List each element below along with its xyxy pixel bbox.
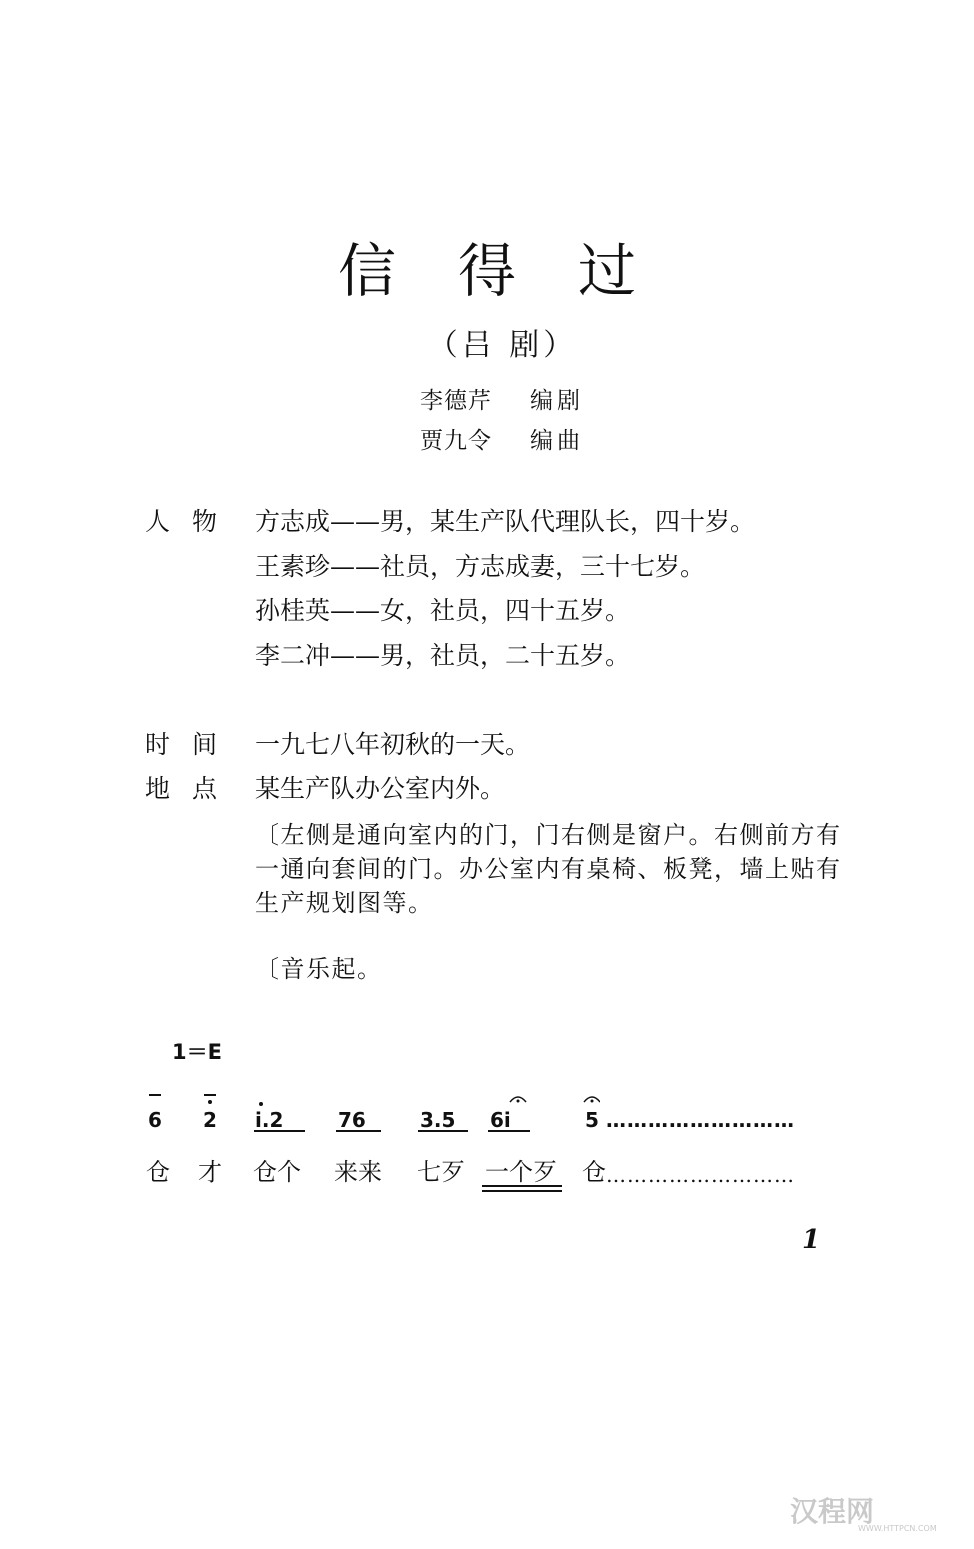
fermata xyxy=(591,1100,594,1103)
stage-direction-setting: 〔左侧是通向室内的门，门右侧是窗户。右侧前方有一通向套间的门。办公室内有桌椅、板凳，墙上贴有生产规划图等。 xyxy=(255,821,842,917)
score-dots: ……………………… xyxy=(606,1108,795,1132)
score-note: 76 xyxy=(338,1108,366,1132)
score-note: 5 xyxy=(585,1108,599,1132)
octave-dot xyxy=(259,1102,263,1106)
credit-name: 李德芹 xyxy=(420,388,492,414)
percussion-syllable: 仓个 xyxy=(253,1158,301,1186)
cast-line: 孙桂英——女，社员，四十五岁。 xyxy=(255,596,631,625)
score-markings xyxy=(140,1088,600,1138)
place-value: 某生产队办公室内外。 xyxy=(255,774,506,803)
percussion-syllable: 才 xyxy=(198,1158,222,1186)
percussion-dots: ……………………… xyxy=(606,1163,795,1187)
fermata xyxy=(517,1100,520,1103)
percussion-syllable: 来来 xyxy=(334,1158,382,1186)
watermark-url: WWW.HTTPCN.COM xyxy=(858,1524,937,1533)
double-underline xyxy=(482,1184,566,1194)
percussion-syllable: 仓 xyxy=(582,1158,606,1186)
play-title: 信得过 xyxy=(337,237,698,305)
watermark-logo: 汉程网 xyxy=(790,1495,875,1528)
play-genre: （吕 剧） xyxy=(427,328,578,363)
octave-dot xyxy=(208,1100,212,1104)
score-note: 2 xyxy=(203,1108,217,1132)
score-note: 3.5 xyxy=(420,1108,456,1132)
cast-line: 李二冲——男，社员，二十五岁。 xyxy=(255,641,631,670)
cast-line: 王素珍——社员，方志成妻，三十七岁。 xyxy=(255,552,706,581)
music-key: 1＝E xyxy=(172,1040,222,1064)
credit-composer xyxy=(420,426,584,456)
stage-direction-music: 〔音乐起。 xyxy=(255,955,383,983)
score-note: i.2 xyxy=(255,1108,284,1132)
place-label: 地点 xyxy=(145,774,240,803)
credit-playwright xyxy=(420,386,584,416)
credit-role: 编曲 xyxy=(530,428,584,454)
page-number: 1 xyxy=(802,1225,821,1255)
time-label: 时间 xyxy=(145,730,240,759)
time-value: 一九七八年初秋的一天。 xyxy=(255,730,531,759)
percussion-syllable: 一个歹 xyxy=(485,1158,557,1186)
credit-name: 贾九令 xyxy=(420,428,492,454)
percussion-syllable: 七歹 xyxy=(417,1158,465,1186)
cast-line: 方志成——男，某生产队代理队长，四十岁。 xyxy=(255,507,756,536)
score-note: 6 xyxy=(148,1108,162,1132)
cast-label: 人物 xyxy=(145,507,240,536)
credit-role: 编剧 xyxy=(530,388,584,414)
score-note: 6i xyxy=(490,1108,511,1132)
percussion-syllable: 仓 xyxy=(146,1158,170,1186)
